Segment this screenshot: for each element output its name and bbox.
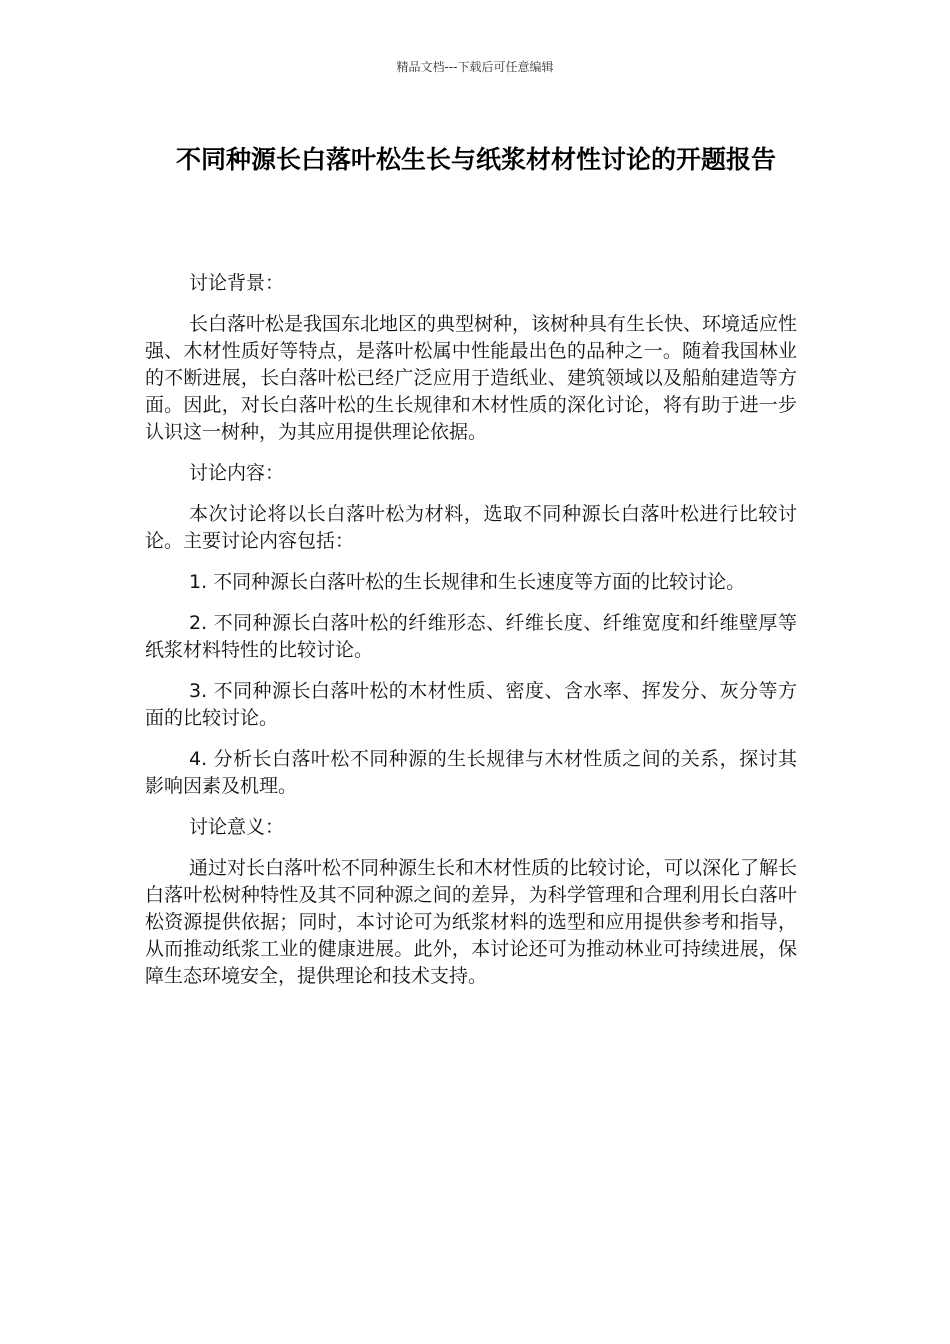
document-body	[145, 270, 797, 1004]
significance-paragraph: 通过对长白落叶松不同种源生长和木材性质的比较讨论，可以深化了解长白落叶松树种特性及其不同种源之间的差异，为科学管理和合理利用长白落叶松资源提供依据；同时，本讨论可为纸浆材料的选型和应用提供参考和指导，从而推动纸浆工业的健康进展。此外，本讨论还可为推动林业可持续进展，保障生态环境安全，提供理论和技术支持。	[145, 857, 798, 987]
document-title: 不同种源长白落叶松生长与纸浆材材性讨论的开题报告	[175, 145, 776, 174]
content-list-item: 1. 不同种源长白落叶松的生长规律和生长速度等方面的比较讨论。	[189, 571, 746, 593]
background-paragraph: 长白落叶松是我国东北地区的典型树种，该树种具有生长快、环境适应性强、木材性质好等特点，是落叶松属中性能最出色的品种之一。随着我国林业的不断进展，长白落叶松已经广泛应用于造纸业、建筑领域以及船舶建造等方面。因此，对长白落叶松的生长规律和木材性质的深化讨论，将有助于进一步认识这一树种，为其应用提供理论依据。	[145, 313, 798, 443]
page-header-note: 精品文档---下载后可任意编辑	[396, 60, 554, 74]
content-heading: 讨论内容：	[189, 462, 285, 484]
significance-heading: 讨论意义：	[189, 816, 285, 838]
content-list-item: 2. 不同种源长白落叶松的纤维形态、纤维长度、纤维宽度和纤维壁厚等纸浆材料特性的比较讨论。	[145, 612, 797, 661]
background-heading: 讨论背景：	[189, 272, 285, 294]
content-intro-paragraph: 本次讨论将以长白落叶松为材料，选取不同种源长白落叶松进行比较讨论。主要讨论内容包括：	[145, 503, 797, 552]
content-list-item: 3. 不同种源长白落叶松的木材性质、密度、含水率、挥发分、灰分等方面的比较讨论。	[145, 680, 797, 729]
content-list-item: 4. 分析长白落叶松不同种源的生长规律与木材性质之间的关系，探讨其影响因素及机理。	[145, 748, 797, 797]
